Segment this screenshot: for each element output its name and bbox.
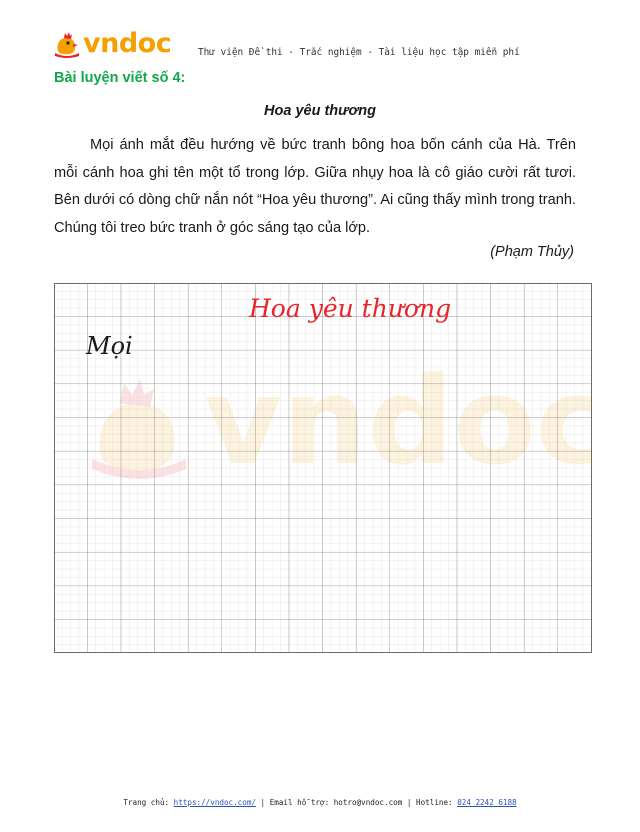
footer-hotline-link[interactable]: 024 2242 6188: [457, 798, 517, 807]
footer-support-email[interactable]: hotro@vndoc.com: [333, 798, 403, 807]
footer-home-link[interactable]: https://vndoc.com/: [173, 798, 256, 807]
rooster-mascot-icon: [52, 29, 82, 59]
header-tagline: Thư viện Đề thi - Trắc nghiệm - Tài liệu học tập miễn phí: [198, 47, 520, 58]
passage-author: (Phạm Thủy): [490, 244, 574, 260]
practice-heading: Hoa yêu thương: [249, 294, 452, 323]
vndoc-logo[interactable]: [52, 26, 171, 62]
page-footer: [0, 798, 640, 807]
handwriting-practice-grid[interactable]: [54, 283, 592, 653]
practice-first-word: Mọi: [86, 332, 133, 360]
logo-text: vndoc: [83, 28, 172, 59]
footer-separator-2: |: [406, 798, 412, 807]
passage-text: Mọi ánh mắt đều hướng về bức tranh bông hoa bốn cánh của Hà. Trên mỗi cánh hoa ghi tên một tổ trong lớp. Giữa nhụy hoa là cô giáo cười rất tươi. Bên dưới có dòng chữ nắn nót “Hoa yêu thương”. Ai cũng thấy mình trong tranh. Chúng tôi treo bức tranh ở góc sáng tạo của lớp.: [54, 137, 576, 236]
practice-overlay: [54, 283, 592, 653]
footer-hotline-label: Hotline:: [416, 798, 453, 807]
footer-separator-1: |: [260, 798, 266, 807]
footer-home-label: Trang chủ:: [123, 798, 170, 807]
page-header: [52, 26, 582, 66]
footer-support-label: Email hỗ trợ:: [269, 798, 330, 807]
passage-title: Hoa yêu thương: [264, 103, 376, 119]
exercise-title: Bài luyện viết số 4:: [54, 70, 186, 86]
